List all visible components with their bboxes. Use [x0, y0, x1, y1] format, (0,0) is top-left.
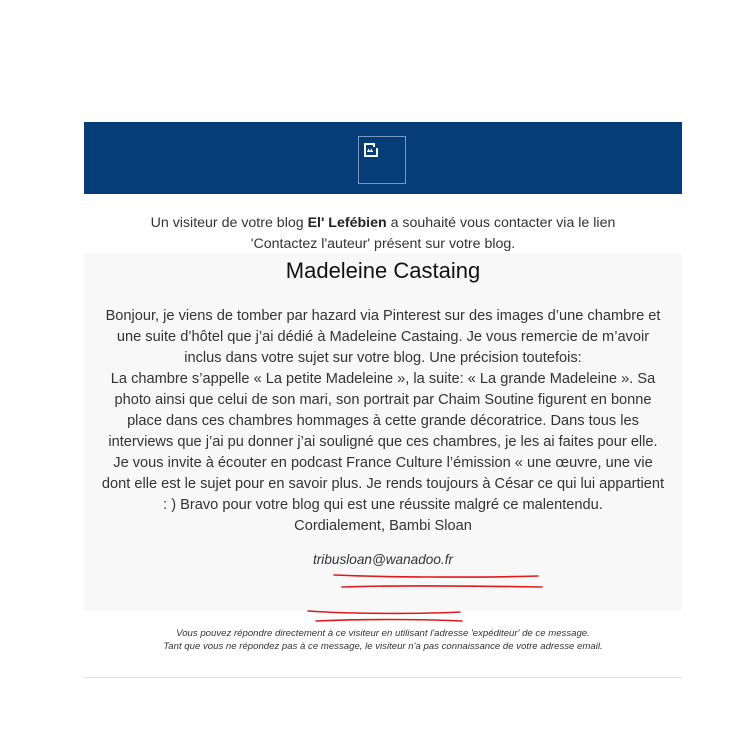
intro-after-blog: a souhaité vous contacter via le lien [386, 215, 616, 231]
overblog-logo-icon [364, 143, 378, 157]
header-band [84, 122, 682, 194]
message-title: Madeleine Castaing [285, 258, 481, 283]
message-card [84, 253, 682, 611]
signature: Cordialement, Bambi Sloan [294, 518, 472, 534]
message-body [100, 306, 666, 571]
intro-line2: 'Contactez l'auteur' présent sur votre blog. [250, 236, 516, 252]
note-line-1: Vous pouvez répondre directement à ce visiteur en utilisant l'adresse 'expéditeur' de ce message. [176, 628, 590, 639]
message-paragraph-2: La chambre s’appelle « La petite Madeleine », la suite: « La grande Madeleine ». Sa photo ainsi que celui de son mari, son portrait par Chaim Soutine figurent en bonne place dans ces chambres hommages à cette grande décoratrice. Dans tous les interviews que j’ai pu donner j’ai souligné que ces chambres, je les ai faites pour elle. Je vous invite à écouter en podcast France Culture l’émission « une œuvre, une vie dont elle est le sujet pour en savoir plus. Je rends toujours à César ce qui lui appartient : ) Bravo pour votre blog qui est une réussite malgré ce malentendu. [101, 371, 665, 513]
message-paragraph-1: Bonjour, je viens de tomber par hazard via Pinterest sur des images d’une chambre et une suite d’hôtel que j’ai dédié à Madeleine Castaing. Je vous remercie de m’avoir inclus dans votre sujet sur votre blog. Une précision toutefois: [105, 308, 661, 366]
email-notification [84, 122, 682, 678]
footer-notes [84, 611, 682, 653]
intro-text [84, 194, 682, 253]
sender-email-link[interactable]: tribusloan@wanadoo.fr [313, 552, 453, 567]
footer-divider [84, 677, 682, 678]
blog-name: El' Lefébien [307, 215, 387, 231]
logo [358, 136, 406, 184]
note-line-2: Tant que vous ne répondez pas à ce message, le visiteur n'a pas connaissance de votre adresse email. [163, 641, 603, 652]
intro-before-blog: Un visiteur de votre blog [150, 215, 308, 231]
